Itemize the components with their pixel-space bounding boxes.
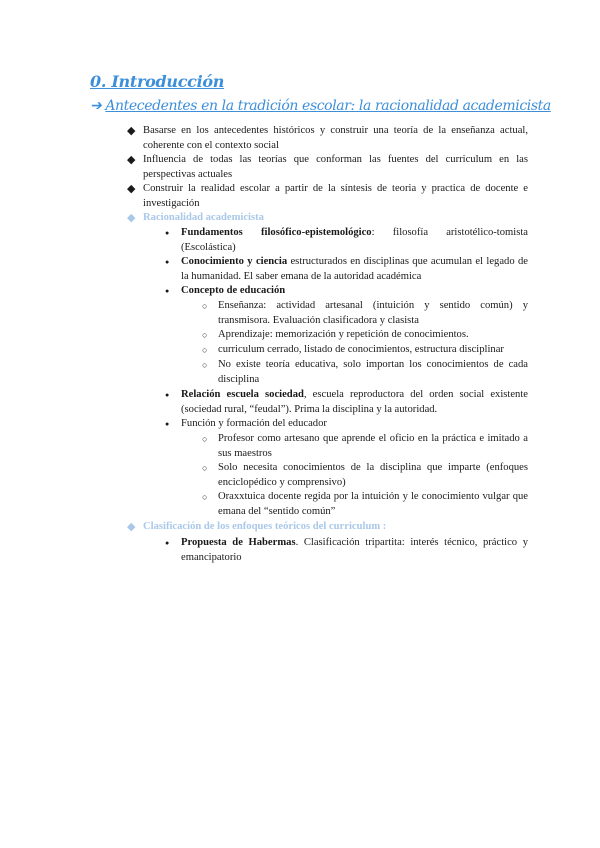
list-item: Influencia de todas las teorías que conforman las fuentes del curriculum en las perspectivas actuales: [143, 154, 528, 180]
list-item: Construir la realidad escolar a partir de la síntesis de teoria y practica de docente e investigación: [143, 183, 528, 209]
item-bold: Fundamentos filosófico-epistemológico: [181, 227, 372, 238]
list-item: [181, 536, 528, 565]
circle-bullet-icon: ○: [202, 360, 208, 370]
diamond-bullet-icon: ◆: [127, 521, 136, 533]
item-text: , escuela reproductora del orden social existente (sociedad rural, “feudal”). Prima la disciplina y la autoridad.: [181, 389, 528, 415]
diamond-bullet-icon: ◆: [127, 125, 136, 137]
section-title: 0. Introducción: [90, 72, 225, 91]
circle-bullet-icon: ○: [202, 463, 208, 473]
item-text: . Clasificación tripartita: interés técnico, práctico y emancipatorio: [181, 537, 528, 563]
dot-bullet-icon: ●: [165, 420, 170, 428]
list-item: curriculum cerrado, listado de conocimientos, estructura disciplinar: [218, 344, 504, 355]
list-item: [181, 226, 528, 255]
circle-bullet-icon: ○: [202, 434, 208, 444]
list-item: Enseñanza: actividad artesanal (intuición y sentido común) y transmisora. Evaluación clasificadora y clasista: [218, 300, 528, 326]
circle-bullet-icon: ○: [202, 330, 208, 340]
list-item: [181, 255, 528, 284]
arrow-icon: ➔: [90, 98, 102, 114]
circle-bullet-icon: ○: [202, 345, 208, 355]
list-item: Oraxxtuica docente regida por la intuición y le conocimiento vulgar que emana del “sentido común”: [218, 491, 528, 517]
list-item: [181, 284, 528, 299]
item-bold: Relación escuela sociedad: [181, 389, 304, 400]
list-item: Profesor como artesano que aprende el oficio en la práctica e imitado a sus maestros: [218, 433, 528, 459]
list-item: Aprendizaje: memorización y repetición de conocimientos.: [218, 329, 469, 340]
list-item-heading: Clasificación de los enfoques teóricos del curriculum :: [143, 521, 387, 532]
diamond-bullet-icon: ◆: [127, 212, 136, 224]
list-item: No existe teoría educativa, solo importan los conocimientos de cada disciplina: [218, 359, 528, 385]
list-item: Basarse en los antecedentes históricos y construir una teoría de la enseñanza actual, coherente con el contexto social: [143, 125, 528, 151]
dot-bullet-icon: ●: [165, 391, 170, 399]
diamond-bullet-icon: ◆: [127, 154, 136, 166]
item-bold: Conocimiento y ciencia: [181, 256, 288, 267]
item-bold: Concepto de educación: [181, 285, 286, 296]
item-bold: Propuesta de Habermas: [181, 537, 296, 548]
dot-bullet-icon: ●: [165, 287, 170, 295]
circle-bullet-icon: ○: [202, 301, 208, 311]
list-item: [181, 388, 528, 417]
diamond-bullet-icon: ◆: [127, 183, 136, 195]
section-subtitle: [90, 98, 551, 114]
dot-bullet-icon: ●: [165, 229, 170, 237]
dot-bullet-icon: ●: [165, 258, 170, 266]
list-item-heading: Racionalidad academicista: [143, 212, 264, 223]
dot-bullet-icon: ●: [165, 539, 170, 547]
list-item: Función y formación del educador: [181, 418, 327, 429]
item-text: estructurados en disciplinas que acumulan el legado de la humanidad. El saber emana de la autoridad académica: [181, 256, 528, 282]
list-item: Solo necesita conocimientos de la disciplina que imparte (enfoques enciclopédico y comprensivo): [218, 462, 528, 488]
circle-bullet-icon: ○: [202, 492, 208, 502]
item-text: : filosofía aristotélico-tomista (Escolástica): [181, 227, 528, 253]
subtitle-text: Antecedentes en la tradición escolar: la racionalidad academicista: [105, 98, 551, 114]
